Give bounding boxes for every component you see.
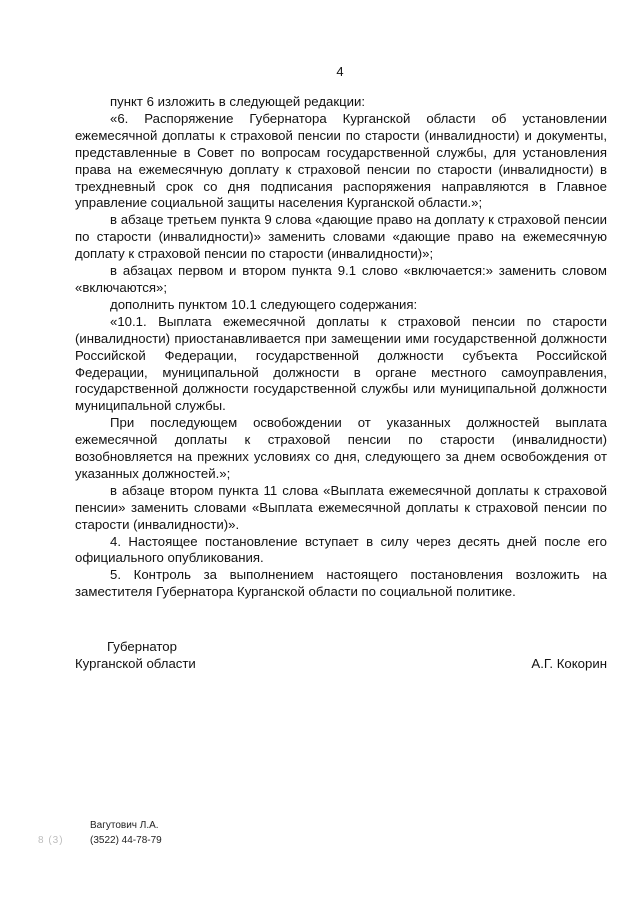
paragraph-point-6-text: «6. Распоряжение Губернатора Курганской области об установлении ежемесячной доплаты к страховой пенсии по старости (инвалидности) и документы, представленные в Совет по вопросам государственной службы, для установления права на ежемесячную доплату к страховой пенсии по старости (инвалидности) в трехдневный срок со дня подписания распоряжения направляются в Главное управление социальной защиты населения Курганской области.»; <box>75 110 607 211</box>
signatory-name: А.Г. Кокорин <box>531 656 607 671</box>
paragraph-point-6-intro: пункт 6 изложить в следующей редакции: <box>110 94 366 109</box>
page-number: 4 <box>336 64 344 79</box>
executor-name: Вагутович Л.А. <box>90 820 159 831</box>
paragraph-clause-5: 5. Контроль за выполнением настоящего постановления возложить на заместителя Губернатора Курганской области по социальной политике. <box>75 567 607 600</box>
signatory-title <box>75 638 275 672</box>
executor-footer <box>38 818 162 848</box>
executor-phone-prefix: 8 (3) <box>38 835 64 846</box>
paragraph-point-10-1-text: «10.1. Выплата ежемесячной доплаты к страховой пенсии по старости (инвалидности) приостанавливается при замещении ими государственной должности Российской Федерации, государственной должности субъекта Российской Федерации, муниципальной должности в органе местного самоуправления, государственной должности государственной службы или муниципальной должности муниципальной службы. <box>75 313 607 414</box>
signature-block <box>75 638 607 678</box>
paragraph-resumption: При последующем освобождении от указанных должностей выплата ежемесячной доплаты к страховой пенсии по старости (инвалидности) возобновляется на прежних условиях со дня, следующего за днем освобождения от указанных должностей.»; <box>75 415 607 481</box>
paragraph-point-9-amendment: в абзаце третьем пункта 9 слова «дающие право на доплату к страховой пенсии по старости (инвалидности)» заменить словами «дающие право на ежемесячную доплату к страховой пенсии по старости (инвалидности)»; <box>75 212 607 262</box>
paragraph-clause-4: 4. Настоящее постановление вступает в силу через десять дней после его официального опубликования. <box>75 533 607 566</box>
paragraph-point-11-amendment: в абзаце втором пункта 11 слова «Выплата ежемесячной доплаты к страховой пенсии» заменить словами «Выплата ежемесячной доплаты к страховой пенсии по старости (инвалидности)». <box>75 482 607 532</box>
paragraph-point-10-1-intro: дополнить пунктом 10.1 следующего содержания: <box>110 296 418 312</box>
signatory-title-line1: Губернатор <box>107 639 177 654</box>
paragraph-point-9-1-amendment: в абзацах первом и втором пункта 9.1 слово «включается:» заменить словом «включаются»; <box>75 263 607 295</box>
signatory-title-line2: Курганской области <box>75 656 196 671</box>
executor-phone: (3522) 44-78-79 <box>90 835 162 846</box>
document-body <box>75 94 607 601</box>
